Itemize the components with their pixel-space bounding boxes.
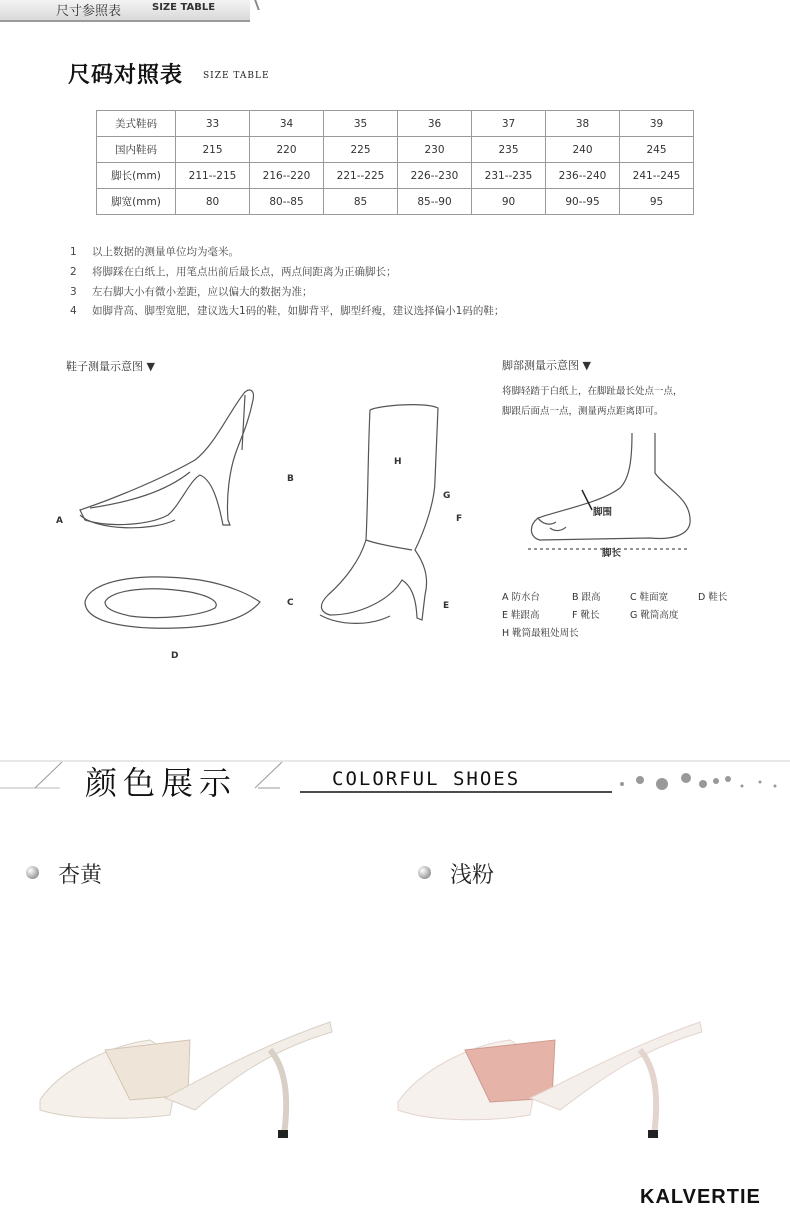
foot-outline xyxy=(531,433,690,540)
foot-diagram-caption: 脚部测量示意图 ▼ xyxy=(502,359,591,372)
table-cell: 90--95 xyxy=(546,189,620,215)
note-item xyxy=(70,284,313,299)
boot-outline xyxy=(321,405,438,620)
table-cell: 245 xyxy=(620,137,694,163)
note-number: 1 xyxy=(70,246,77,258)
label-g: G xyxy=(443,491,451,501)
pump-sole xyxy=(80,515,175,528)
table-cell: 216--220 xyxy=(250,163,324,189)
shoe-image-pink xyxy=(390,1010,720,1150)
table-cell: 241--245 xyxy=(620,163,694,189)
shoe-diagram-caption: 鞋子测量示意图 ▼ xyxy=(66,360,155,373)
row-header: 脚宽(mm) xyxy=(97,189,176,215)
shoe-diagram xyxy=(50,380,470,670)
legend-item: D 鞋长 xyxy=(698,592,728,603)
legend-item: C 鞋面宽 xyxy=(630,592,669,603)
foot-toes xyxy=(538,518,566,531)
legend-item: H 靴筒最粗处周长 xyxy=(502,628,579,639)
table-cell: 39 xyxy=(620,111,694,137)
table-cell: 85 xyxy=(324,189,398,215)
row-header: 国内鞋码 xyxy=(97,137,176,163)
label-a: A xyxy=(56,516,63,526)
color-name-apricot: 杏黄 xyxy=(58,863,103,888)
table-cell: 240 xyxy=(546,137,620,163)
boot-shaft-line xyxy=(366,540,412,550)
table-cell: 80 xyxy=(176,189,250,215)
table-cell: 80--85 xyxy=(250,189,324,215)
color-section-subtitle: COLORFUL SHOES xyxy=(332,768,521,790)
legend-item: G 靴筒高度 xyxy=(630,610,679,621)
foot-diagram-desc: 脚跟后面点一点，测量两点距离即可。 xyxy=(502,406,664,417)
label-h: H xyxy=(394,457,402,467)
table-cell: 95 xyxy=(620,189,694,215)
table-cell: 35 xyxy=(324,111,398,137)
table-cell: 34 xyxy=(250,111,324,137)
table-cell: 36 xyxy=(398,111,472,137)
note-item xyxy=(70,303,504,318)
pump-heel-back xyxy=(242,395,245,450)
girth-arrow xyxy=(582,490,592,510)
note-text: 将脚踩在白纸上，用笔点出前后最长点，两点间距离为正确脚长； xyxy=(92,266,397,278)
table-row xyxy=(97,163,694,189)
table-cell: 38 xyxy=(546,111,620,137)
pump-top-insole xyxy=(105,589,216,618)
table-cell: 225 xyxy=(324,137,398,163)
foot-length-label: 脚长 xyxy=(602,548,622,559)
legend-item: B 跟高 xyxy=(572,592,601,603)
table-cell: 236--240 xyxy=(546,163,620,189)
shoe-image-apricot xyxy=(20,1010,350,1150)
bullet-icon xyxy=(26,866,39,879)
legend-item: F 靴长 xyxy=(572,610,600,621)
table-cell: 220 xyxy=(250,137,324,163)
table-row xyxy=(97,189,694,215)
label-b: B xyxy=(287,474,294,484)
label-d: D xyxy=(171,651,179,661)
table-cell: 231--235 xyxy=(472,163,546,189)
table-cell: 230 xyxy=(398,137,472,163)
table-cell: 90 xyxy=(472,189,546,215)
label-c: C xyxy=(287,598,294,608)
note-number: 3 xyxy=(70,286,77,298)
table-cell: 37 xyxy=(472,111,546,137)
note-text: 以上数据的测量单位均为毫米。 xyxy=(92,246,239,258)
legend-item: E 鞋跟高 xyxy=(502,610,540,621)
table-cell: 235 xyxy=(472,137,546,163)
table-row xyxy=(97,111,694,137)
pump-top-view xyxy=(85,577,260,628)
note-item xyxy=(70,244,239,259)
table-cell: 215 xyxy=(176,137,250,163)
note-text: 左右脚大小有微小差距，应以偏大的数据为准； xyxy=(92,286,313,298)
size-table-title: 尺码对照表 xyxy=(68,62,184,88)
note-number: 4 xyxy=(70,305,77,317)
top-tab-subtitle: SIZE TABLE xyxy=(152,2,216,13)
note-item xyxy=(70,264,397,279)
label-f: F xyxy=(456,514,463,524)
foot-diagram xyxy=(520,428,700,558)
color-name-pink: 浅粉 xyxy=(450,863,495,888)
bullet-icon xyxy=(418,866,431,879)
top-tab-title: 尺寸参照表 xyxy=(56,4,122,19)
row-header: 美式鞋码 xyxy=(97,111,176,137)
note-number: 2 xyxy=(70,266,77,278)
foot-diagram-desc: 将脚轻踏于白纸上，在脚趾最长处点一点， xyxy=(502,386,683,397)
row-header: 脚长(mm) xyxy=(97,163,176,189)
boot-sole xyxy=(320,615,390,623)
size-table xyxy=(96,110,694,215)
table-cell: 33 xyxy=(176,111,250,137)
label-e: E xyxy=(443,601,450,611)
brand-logo: KALVERTIE xyxy=(640,1186,761,1208)
size-table-subtitle: SIZE TABLE xyxy=(203,71,270,81)
foot-girth-label: 脚围 xyxy=(593,507,613,518)
legend-item: A 防水台 xyxy=(502,592,541,603)
color-section-title: 颜色展示 xyxy=(85,764,238,802)
table-cell: 211--215 xyxy=(176,163,250,189)
table-cell: 85--90 xyxy=(398,189,472,215)
pump-inner xyxy=(90,472,190,508)
table-row xyxy=(97,137,694,163)
note-text: 如脚背高、脚型宽肥，建议选大1码的鞋，如脚背平，脚型纤瘦，建议选择偏小1码的鞋； xyxy=(92,305,505,317)
table-cell: 221--225 xyxy=(324,163,398,189)
table-cell: 226--230 xyxy=(398,163,472,189)
